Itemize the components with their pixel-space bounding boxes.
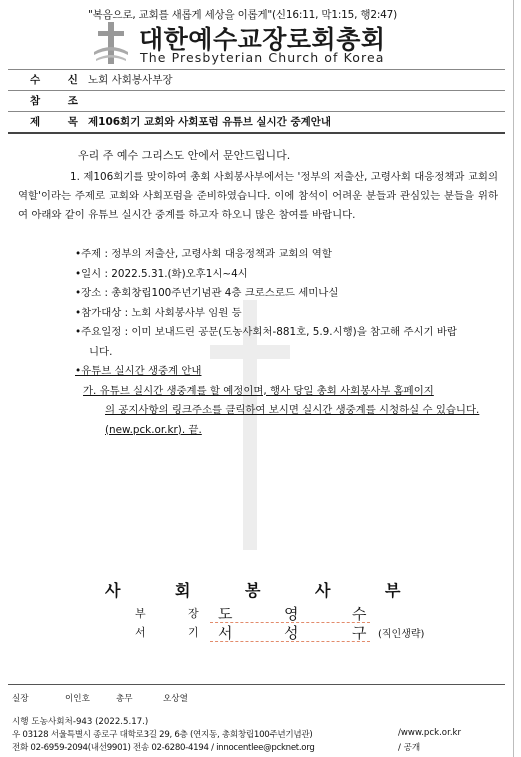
disclosure-status: / 공개: [398, 743, 421, 753]
issuer-char: 회: [175, 581, 191, 600]
youtube-line-2: 의 공지사항의 링크주소를 클릭하여 보시면 실시간 생중계를 시청하실 수 있습니다.: [105, 404, 480, 416]
footer-divider: [8, 684, 505, 685]
page-right-border: [513, 0, 514, 757]
director-name-char: 영: [284, 605, 299, 623]
document-number: 시행 도농사회처-943 (2022.5.17.): [12, 717, 149, 727]
director-label-char: 부: [135, 607, 146, 620]
website-link[interactable]: /www.pck.or.kr: [398, 728, 462, 738]
director-name-char: 도: [218, 605, 233, 623]
subject-label: 제 목: [30, 116, 90, 128]
motto-text: "복음으로, 교회를 새롭게 세상을 이롭게"(신16:11, 막1:15, 행2:47): [88, 9, 398, 21]
organization-name-korean: 대한예수교장로회총회: [139, 25, 386, 54]
issuer-char: 부: [385, 581, 401, 600]
header-divider: [8, 90, 505, 91]
director-name-char: 수: [352, 605, 367, 623]
header-divider: [8, 132, 505, 134]
approval-role: 총무: [116, 694, 133, 704]
subject-row: [8, 113, 505, 131]
reference-row: [8, 92, 505, 110]
greeting-text: 우리 주 예수 그리스도 안에서 문안드립니다.: [78, 149, 291, 162]
issuer-char: 봉: [245, 581, 261, 600]
secretary-name-char: 구: [352, 624, 367, 642]
youtube-heading: •유튜브 실시간 생중계 안내: [75, 365, 202, 377]
subject-value: 제106회기 교회와 사회포럼 유튜브 실시간 중계안내: [88, 116, 332, 128]
contact-phone-email: 전화 02-6959-2094(내선9901) 전송 02-6280-4194 / innocentlee@pcknet.org: [12, 743, 315, 753]
issuer-char: 사: [315, 581, 331, 600]
header-divider: [8, 111, 505, 112]
church-cross-logo-icon: [92, 20, 130, 66]
detail-audience: •참가대상 : 노회 사회봉사부 임원 등: [75, 306, 242, 319]
reference-label: 참 조: [30, 95, 90, 107]
detail-topic: •주제 : 정부의 저출산, 고령사회 대응정책과 교회의 역할: [75, 248, 332, 260]
event-details: [75, 245, 505, 440]
detail-schedule-continued: 니다.: [89, 345, 113, 358]
seal-omitted-note: (직인생략): [378, 629, 425, 640]
detail-date: •일시 : 2022.5.31.(화)오후1시~4시: [75, 267, 248, 280]
director-label-char: 장: [188, 607, 199, 620]
approval-name: 오상열: [163, 694, 188, 704]
body-paragraph: 1. 제106회기를 맞이하여 총회 사회봉사부에서는 '정부의 저출산, 고령사회 대응정책과 교회의 역할'이라는 주제로 교회와 사회포럼을 준비하였습니다. 이에 참석이 어려운 분들과 관심있는 분들을 위하여 아래와 같이 유튜브 실시간 중계를 하고자 하오니 많은 참여를 바랍니다.: [18, 171, 498, 221]
recipient-label: 수 신: [30, 74, 90, 86]
secretary-label-char: 기: [188, 626, 199, 639]
youtube-line-3: (new.pck.or.kr). 끝.: [105, 423, 202, 436]
approval-role: 실장: [12, 694, 29, 704]
youtube-line-1: 가. 유튜브 실시간 생중계를 할 예정이며, 행사 당일 총회 사회봉사부 홈페이지: [83, 384, 434, 397]
secretary-name-underline: [210, 641, 370, 642]
recipient-row: [8, 71, 505, 89]
secretary-name-char: 서: [218, 624, 233, 642]
detail-schedule: •주요일정 : 이미 보내드린 공문(도농사회처-881호, 5.9.시행)을 참고해 주시기 바랍: [75, 326, 457, 338]
issuer-char: 사: [105, 581, 121, 600]
secretary-label-char: 서: [135, 626, 146, 639]
secretary-name-char: 성: [284, 624, 299, 642]
header-divider: [8, 69, 505, 70]
approval-name: 이인호: [65, 694, 90, 704]
recipient-value: 노회 사회봉사부장: [88, 74, 173, 86]
detail-place: •장소 : 총회창립100주년기념관 4층 크로스로드 세미나실: [75, 287, 339, 299]
postal-address: 우 03128 서울특별시 종로구 대학로3길 29, 6층 (연지동, 총회창립100주년기념관): [12, 730, 313, 740]
organization-name-english: The Presbyterian Church of Korea: [140, 50, 385, 65]
